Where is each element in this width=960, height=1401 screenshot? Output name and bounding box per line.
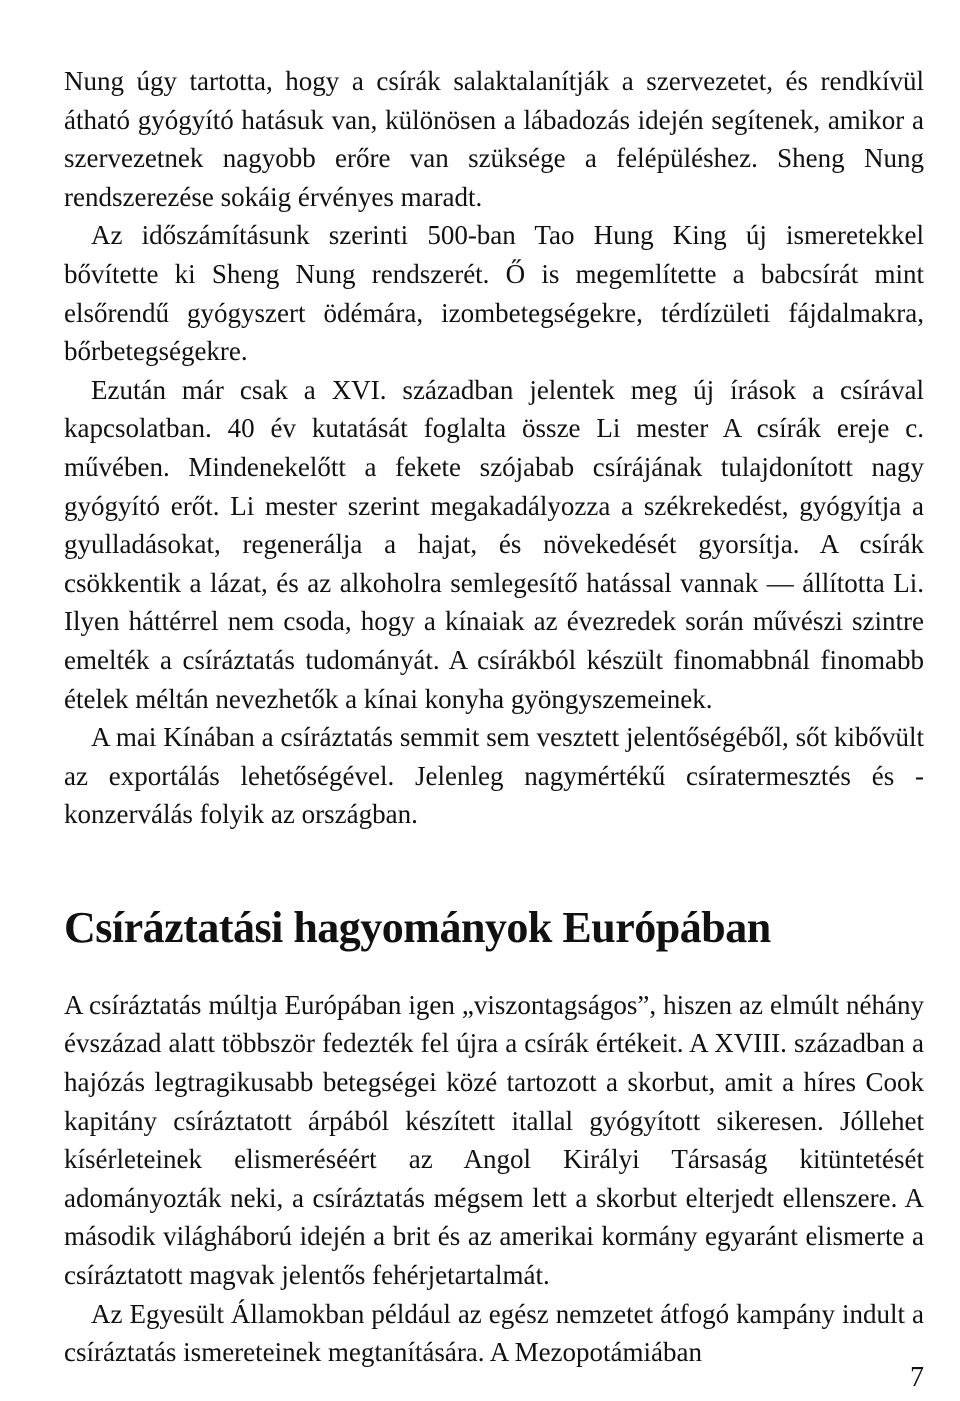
section-heading: Csíráztatási hagyományok Európában bbox=[64, 902, 771, 952]
page-number: 7 bbox=[910, 1362, 924, 1393]
paragraph: A csíráztatás múltja Európában igen „viszontagságos”, hiszen az elmúlt néhány évszázad alatt többször fedezték fel újra a csírák értékeit. A XVIII. században a hajózás legtragikusabb betegségei közé tartozott a skorbut, amit a híres Cook kapitány csíráztatott árpából készített itallal gyógyított sikeresen. Jóllehet kísérleteinek elismeréséért az Angol Királyi Társaság kitüntetését adományozták neki, a csíráztatás mégsem lett a skorbut elterjedt ellenszere. A második világháború idején a brit és az amerikai kormány egyaránt elismerte a csíráztatott magvak jelentős fehérjetartalmát. bbox=[64, 989, 924, 1291]
paragraph: Nung úgy tartotta, hogy a csírák salaktalanítják a szervezetet, és rendkívül átható gyógyító hatásuk van, különösen a lábadozás idején segítenek, amikor a szervezetnek nagyobb erőre van szüksége a felépüléshez. Sheng Nung rendszerezése sokáig érvényes maradt. bbox=[64, 66, 924, 212]
paragraph: Az Egyesült Államokban például az egész nemzetet átfogó kampány indult a csíráztatás ismereteinek megtanítására. A Mezopotámiában bbox=[64, 1298, 924, 1368]
page-body bbox=[64, 62, 924, 1372]
paragraph: Az időszámításunk szerinti 500-ban Tao Hung King új ismeretekkel bővítette ki Sheng Nung rendszerét. Ő is megemlítette a babcsírát mint elsőrendű gyógyszert ödémára, izombetegségekre, térdízületi fájdalmakra, bőrbetegségekre. bbox=[64, 220, 924, 367]
paragraph: A mai Kínában a csíráztatás semmit sem vesztett jelentőségéből, sőt kibővült az exportálás lehetőségével. Jelenleg nagymértékű csíratermesztés és -konzerválás folyik az országban. bbox=[64, 722, 924, 830]
paragraph: Ezután már csak a XVI. században jelentek meg új írások a csírával kapcsolatban. 40 év kutatását foglalta össze Li mester A csírák ereje c. művében. Mindenekelőtt a fekete szójabab csírájának tulajdonított nagy gyógyító erőt. Li mester szerint megakadályozza a székrekedést, gyógyítja a gyulladásokat, regenerálja a hajat, és növekedését gyorsítja. A csírák csökkentik a lázat, és az alkoholra semlegesítő hatással vannak — állította Li. Ilyen háttérrel nem csoda, hogy a kínaiak az évezredek során művészi szintre emelték a csíráztatás tudományát. A csírákból készült finomabbnál finomabb ételek méltán nevezhetők a kínai konyha gyöngyszemeinek. bbox=[64, 374, 924, 714]
